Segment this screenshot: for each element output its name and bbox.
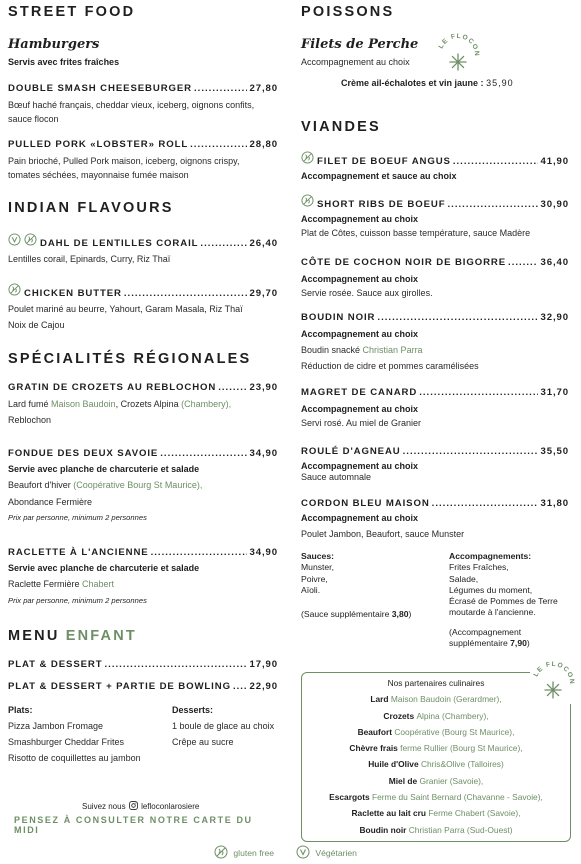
gluten-free-icon xyxy=(301,151,314,164)
item-subtitle: Servie avec planche de charcuterie et salade xyxy=(8,563,200,573)
item-desc: Lard fumé Maison Baudoin, Crozets Alpina (Chambery), xyxy=(8,399,232,409)
item-price: 17,90 xyxy=(249,659,278,670)
partners-title: Nos partenaires culinaires xyxy=(387,678,485,688)
list-item: Poivre, xyxy=(301,573,328,584)
item-price: 32,90 xyxy=(540,312,569,323)
item-desc: Bœuf haché français, cheddar vieux, iceberg, oignons confits, xyxy=(8,100,255,110)
street-food-title: STREET FOOD xyxy=(8,4,136,20)
item-name: RACLETTE À L'ANCIENNE xyxy=(8,547,149,558)
perche-sauce: Crème ail-échalotes et vin jaune : 35,90 xyxy=(341,78,514,88)
menu-item-dahl xyxy=(8,233,278,266)
item-desc: Beaufort d'hiver (Coopérative Bourg St Maurice), xyxy=(8,480,203,490)
svg-text:LE FLOCON: LE FLOCON xyxy=(532,660,576,686)
item-desc: Raclette Fermière Chabert xyxy=(8,579,115,589)
menu-item-smash xyxy=(8,83,278,126)
item-price: 35,50 xyxy=(540,446,569,457)
item-name: PULLED PORK «LOBSTER» ROLL xyxy=(8,139,189,150)
list-item: Salade, xyxy=(449,573,479,584)
item-price: 36,40 xyxy=(540,257,569,268)
item-price: 22,90 xyxy=(249,681,278,692)
partner-row: Miel de Granier (Savoie), xyxy=(388,775,484,786)
vegetarian-icon xyxy=(8,233,21,246)
menu-item-short-ribs xyxy=(301,194,569,240)
item-subtitle: Accompagnement au choix xyxy=(301,214,419,224)
menu-item-cochon xyxy=(301,257,569,300)
partner-row: Lard Maison Baudoin (Gerardmer), xyxy=(370,694,502,705)
menu-item-enfant-1 xyxy=(8,659,278,670)
partner-row: Crozets Alpina (Chambery), xyxy=(383,710,489,721)
viandes-title: VIANDES xyxy=(301,119,381,135)
vegetarian-icon xyxy=(296,845,310,859)
item-name: DOUBLE SMASH CHEESEBURGER xyxy=(8,83,193,94)
item-name: PLAT & DESSERT + PARTIE DE BOWLING xyxy=(8,681,231,692)
item-desc: Pain brioché, Pulled Pork maison, iceberg, oignons crispy, xyxy=(8,156,240,166)
menu-item-raclette xyxy=(8,547,278,607)
accomp-block xyxy=(449,551,558,649)
partner-row: Escargots Ferme du Saint Bernard (Chavanne - Savoie), xyxy=(329,792,543,803)
item-price: 41,90 xyxy=(540,156,569,167)
item-desc: Servie rosée. Sauce aux girolles. xyxy=(301,288,433,298)
menu-item-pulled-pork xyxy=(8,139,278,182)
list-item: moutarde à l'ancienne. xyxy=(449,607,536,618)
item-desc: Plat de Côtes, cuisson basse température, sauce Madère xyxy=(301,228,531,238)
menu-item-agneau xyxy=(301,446,569,483)
item-subtitle: Accompagnement au choix xyxy=(301,513,419,523)
item-name: MAGRET DE CANARD xyxy=(301,387,418,398)
item-subtitle: Servie avec planche de charcuterie et salade xyxy=(8,464,200,474)
list-item: Aïoli. xyxy=(301,584,321,595)
partner-row: Boudin noir Christian Parra (Sud-Ouest) xyxy=(359,824,513,835)
item-desc: Noix de Cajou xyxy=(8,320,65,330)
item-name: CORDON BLEU MAISON xyxy=(301,498,430,509)
partner-row: Huile d'Olive Chris&Olive (Talloires) xyxy=(368,759,504,770)
item-desc: Boudin snacké Christian Parra xyxy=(301,345,423,355)
item-price: 30,90 xyxy=(540,199,569,210)
gluten-free-icon xyxy=(8,283,21,296)
list-item: Smashburger Cheddar Frites xyxy=(8,737,125,747)
instagram-icon xyxy=(129,801,138,810)
partner-row: Raclette au lait cru Ferme Chabert (Savoie), xyxy=(351,808,521,819)
item-note: Prix par personne, minimum 2 personnes xyxy=(8,596,147,605)
item-subtitle: Accompagnement au choix xyxy=(301,329,419,339)
regional-title: SPÉCIALITÉS RÉGIONALES xyxy=(8,351,252,367)
le-flocon-badge xyxy=(435,30,481,76)
plats-title: Plats: xyxy=(8,705,33,715)
item-note: Prix par personne, minimum 2 personnes xyxy=(8,513,147,522)
item-name: DAHL DE LENTILLES CORAIL xyxy=(40,238,199,249)
item-subtitle: Accompagnement et sauce au choix xyxy=(301,171,457,181)
menu-item-gratin xyxy=(8,382,278,427)
item-name: GRATIN DE CROZETS AU REBLOCHON xyxy=(8,382,217,393)
perche-price: 35,90 xyxy=(486,78,514,88)
accomp-supplement-2: supplémentaire 7,90) xyxy=(449,638,530,649)
item-price: 31,70 xyxy=(540,387,569,398)
item-desc: Reblochon xyxy=(8,415,52,425)
list-item: Légumes du moment, xyxy=(449,584,533,595)
gluten-free-icon xyxy=(24,233,37,246)
menu-item-magret xyxy=(301,387,569,430)
list-item: Pizza Jambon Fromage xyxy=(8,721,104,731)
list-item: Risotto de coquillettes au jambon xyxy=(8,753,141,763)
item-subtitle: Accompagnement au choix xyxy=(301,274,419,284)
item-subtitle: Accompagnement au choix xyxy=(301,404,419,414)
item-price: 29,70 xyxy=(249,288,278,299)
sauces-title: Sauces: xyxy=(301,551,334,561)
item-price: 34,90 xyxy=(249,547,278,558)
list-item: 1 boule de glace au choix xyxy=(172,721,275,731)
list-item: Écrasé de Pommes de Terre xyxy=(449,596,558,607)
item-desc: Poulet Jambon, Beaufort, sauce Munster xyxy=(301,529,465,539)
menu-item-cordon-bleu xyxy=(301,498,569,541)
menu-item-fondue xyxy=(8,448,278,524)
item-desc: Sauce automnale xyxy=(301,472,372,482)
item-name: CHICKEN BUTTER xyxy=(24,288,122,299)
sauces-block xyxy=(301,551,411,620)
menu-item-boudin xyxy=(301,312,569,373)
sauce-supplement: (Sauce supplémentaire 3,80) xyxy=(301,609,412,620)
item-subtitle: Accompagnement au choix xyxy=(301,461,419,471)
item-name: SHORT RIBS DE BOEUF xyxy=(317,199,446,210)
item-price: 23,90 xyxy=(249,382,278,393)
item-desc: Poulet mariné au beurre, Yahourt, Garam Masala, Riz Thaï xyxy=(8,304,243,314)
hamburgers-title: Hamburgers xyxy=(8,37,100,52)
perche-sub: Accompagnement au choix xyxy=(301,57,410,67)
item-price: 27,80 xyxy=(249,83,278,94)
accomp-supplement: (Accompagnement xyxy=(449,626,522,637)
legend-vegetarian: Végétarien xyxy=(296,845,357,859)
item-price: 28,80 xyxy=(249,139,278,150)
item-name: FONDUE DES DEUX SAVOIE xyxy=(8,448,159,459)
desserts-list xyxy=(172,703,274,749)
partner-row: Beaufort Coopérative (Bourg St Maurice), xyxy=(357,726,515,737)
accomp-title: Accompagnements: xyxy=(449,551,532,561)
item-name: CÔTE DE COCHON NOIR DE BIGORRE xyxy=(301,257,507,268)
item-name: ROULÉ D'AGNEAU xyxy=(301,446,401,457)
item-desc: Réduction de cidre et pommes caramélisées xyxy=(301,361,479,371)
menu-item-enfant-2 xyxy=(8,681,278,692)
item-price: 34,90 xyxy=(249,448,278,459)
follow-us: Suivez nous lefloconlarosiere xyxy=(82,802,200,811)
item-name: PLAT & DESSERT xyxy=(8,659,103,670)
legend-gluten-free: gluten free xyxy=(214,845,274,859)
item-name: FILET DE BOEUF ANGUS xyxy=(317,156,451,167)
instagram-handle[interactable]: lefloconlarosiere xyxy=(141,802,200,811)
hamburgers-subtitle: Servis avec frites fraîches xyxy=(8,57,120,67)
plats-list xyxy=(8,703,141,765)
list-item: Crêpe au sucre xyxy=(172,737,234,747)
gluten-free-icon xyxy=(214,845,228,859)
svg-text:LE FLOCON: LE FLOCON xyxy=(437,32,481,58)
poissons-title: POISSONS xyxy=(301,4,395,20)
menu-item-chicken xyxy=(8,283,278,332)
list-item: Frites Fraîches, xyxy=(449,562,509,573)
item-desc: tomates séchées, mayonnaise fumée maison xyxy=(8,170,189,180)
partner-row: Chèvre frais ferme Rullier (Bourg St Maurice), xyxy=(349,743,523,754)
list-item: Munster, xyxy=(301,562,334,573)
le-flocon-badge-partners xyxy=(530,658,576,704)
indian-title: INDIAN FLAVOURS xyxy=(8,200,174,216)
desserts-title: Desserts: xyxy=(172,705,214,715)
perche-title: Filets de Perche xyxy=(301,37,419,52)
item-price: 31,80 xyxy=(540,498,569,509)
item-price: 26,40 xyxy=(249,238,278,249)
enfant-title: MENU ENFANT xyxy=(8,628,137,644)
menu-item-filet xyxy=(301,151,569,183)
item-desc: Lentilles corail, Epinards, Curry, Riz Thaï xyxy=(8,254,171,264)
item-name: BOUDIN NOIR xyxy=(301,312,376,323)
item-desc: Servi rosé. Au miel de Granier xyxy=(301,418,422,428)
item-desc: Abondance Fermière xyxy=(8,497,93,507)
item-desc: sauce flocon xyxy=(8,114,59,124)
gluten-free-icon xyxy=(301,194,314,207)
carte-midi-note: PENSEZ À CONSULTER NOTRE CARTE DU MIDI xyxy=(14,815,253,835)
